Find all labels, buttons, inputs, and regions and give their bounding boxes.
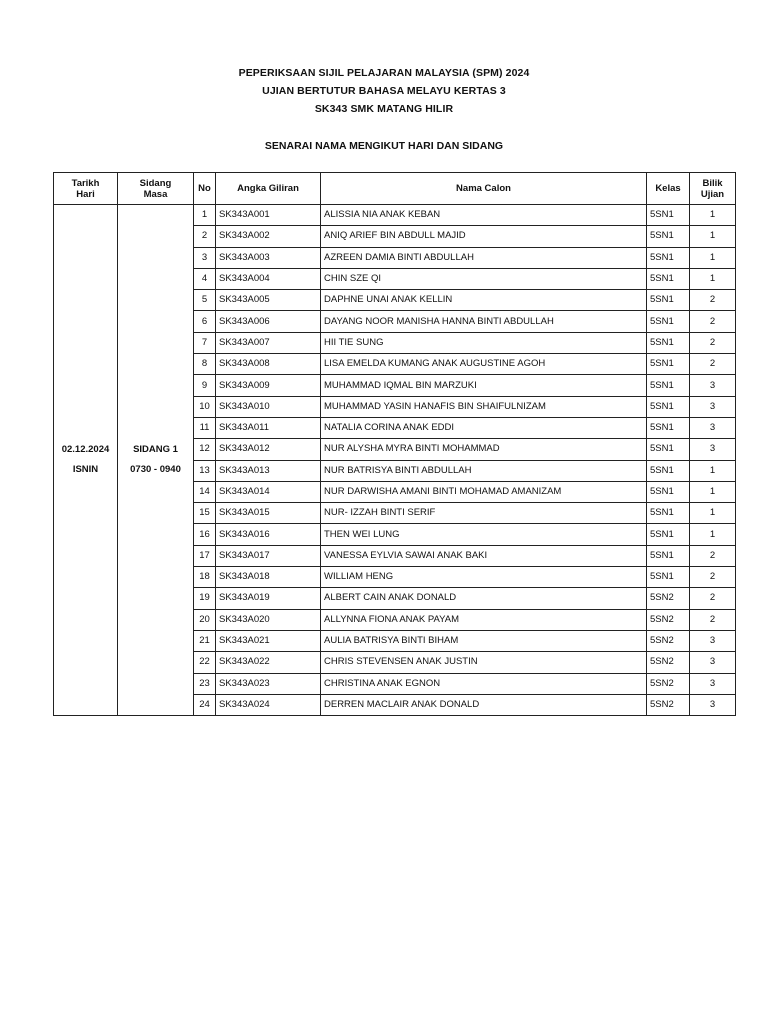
candidate-name: ALISSIA NIA ANAK KEBAN — [321, 205, 647, 226]
candidate-name: ANIQ ARIEF BIN ABDULL MAJID — [321, 226, 647, 247]
candidate-index-number: SK343A012 — [216, 439, 321, 460]
candidate-name: NUR DARWISHA AMANI BINTI MOHAMAD AMANIZAM — [321, 481, 647, 502]
document-header — [0, 64, 768, 118]
exam-room: 3 — [690, 396, 736, 417]
candidate-index-number: SK343A020 — [216, 609, 321, 630]
exam-room: 3 — [690, 630, 736, 651]
exam-room: 1 — [690, 247, 736, 268]
candidate-class: 5SN1 — [647, 439, 690, 460]
candidate-index-number: SK343A009 — [216, 375, 321, 396]
table-body — [54, 205, 736, 716]
candidate-index-number: SK343A014 — [216, 481, 321, 502]
row-number: 7 — [194, 332, 216, 353]
exam-room: 3 — [690, 694, 736, 715]
row-number: 21 — [194, 630, 216, 651]
row-number: 22 — [194, 652, 216, 673]
candidate-class: 5SN1 — [647, 545, 690, 566]
header-tarikh: Tarikh — [71, 177, 100, 189]
candidate-class: 5SN1 — [647, 417, 690, 438]
row-number: 19 — [194, 588, 216, 609]
header-sidang: Sidang — [139, 177, 172, 189]
row-number: 11 — [194, 417, 216, 438]
candidate-name: CHRISTINA ANAK EGNON — [321, 673, 647, 694]
exam-date: 02.12.2024 — [61, 444, 110, 456]
candidate-class: 5SN1 — [647, 226, 690, 247]
candidate-name: NATALIA CORINA ANAK EDDI — [321, 417, 647, 438]
exam-room: 2 — [690, 545, 736, 566]
candidate-index-number: SK343A001 — [216, 205, 321, 226]
row-number: 23 — [194, 673, 216, 694]
exam-room: 1 — [690, 460, 736, 481]
row-number: 4 — [194, 268, 216, 289]
candidate-index-number: SK343A008 — [216, 354, 321, 375]
exam-room: 3 — [690, 439, 736, 460]
candidate-name: NUR BATRISYA BINTI ABDULLAH — [321, 460, 647, 481]
row-number: 9 — [194, 375, 216, 396]
exam-room: 3 — [690, 652, 736, 673]
header-kelas: Kelas — [647, 173, 690, 205]
candidate-name: ALBERT CAIN ANAK DONALD — [321, 588, 647, 609]
row-number: 20 — [194, 609, 216, 630]
header-bilik-ujian — [690, 173, 736, 205]
candidate-class: 5SN2 — [647, 630, 690, 651]
candidate-index-number: SK343A016 — [216, 524, 321, 545]
row-number: 2 — [194, 226, 216, 247]
exam-room: 1 — [690, 524, 736, 545]
candidate-index-number: SK343A013 — [216, 460, 321, 481]
candidate-class: 5SN1 — [647, 311, 690, 332]
candidate-name: CHRIS STEVENSEN ANAK JUSTIN — [321, 652, 647, 673]
list-subtitle: SENARAI NAMA MENGIKUT HARI DAN SIDANG — [264, 140, 504, 152]
candidate-class: 5SN1 — [647, 503, 690, 524]
candidate-name: MUHAMMAD IQMAL BIN MARZUKI — [321, 375, 647, 396]
row-number: 3 — [194, 247, 216, 268]
candidate-class: 5SN1 — [647, 524, 690, 545]
session-cell — [118, 205, 194, 716]
candidate-class: 5SN2 — [647, 694, 690, 715]
school-title: SK343 SMK MATANG HILIR — [314, 103, 454, 115]
exam-room: 2 — [690, 290, 736, 311]
candidate-table — [53, 172, 736, 716]
candidate-index-number: SK343A015 — [216, 503, 321, 524]
exam-room: 3 — [690, 673, 736, 694]
candidate-class: 5SN1 — [647, 332, 690, 353]
candidate-class: 5SN1 — [647, 460, 690, 481]
exam-room: 2 — [690, 311, 736, 332]
candidate-index-number: SK343A007 — [216, 332, 321, 353]
header-tarikh-hari — [54, 173, 118, 205]
candidate-name: HII TIE SUNG — [321, 332, 647, 353]
candidate-index-number: SK343A018 — [216, 567, 321, 588]
row-number: 13 — [194, 460, 216, 481]
candidate-name: ALLYNNA FIONA ANAK PAYAM — [321, 609, 647, 630]
candidate-name: VANESSA EYLVIA SAWAI ANAK BAKI — [321, 545, 647, 566]
header-angka-giliran: Angka Giliran — [216, 173, 321, 205]
exam-date-cell — [54, 205, 118, 716]
candidate-index-number: SK343A022 — [216, 652, 321, 673]
candidate-name: LISA EMELDA KUMANG ANAK AUGUSTINE AGOH — [321, 354, 647, 375]
candidate-class: 5SN1 — [647, 290, 690, 311]
candidate-name: DAPHNE UNAI ANAK KELLIN — [321, 290, 647, 311]
candidate-index-number: SK343A019 — [216, 588, 321, 609]
header-bilik: Bilik — [702, 177, 723, 189]
row-number: 12 — [194, 439, 216, 460]
candidate-class: 5SN1 — [647, 396, 690, 417]
candidate-index-number: SK343A024 — [216, 694, 321, 715]
candidate-name: MUHAMMAD YASIN HANAFIS BIN SHAIFULNIZAM — [321, 396, 647, 417]
candidate-name: AULIA BATRISYA BINTI BIHAM — [321, 630, 647, 651]
candidate-index-number: SK343A002 — [216, 226, 321, 247]
exam-room: 3 — [690, 417, 736, 438]
candidate-index-number: SK343A005 — [216, 290, 321, 311]
candidate-class: 5SN1 — [647, 205, 690, 226]
candidate-name: DERREN MACLAIR ANAK DONALD — [321, 694, 647, 715]
exam-room: 2 — [690, 354, 736, 375]
candidate-name: THEN WEI LUNG — [321, 524, 647, 545]
session-name: SIDANG 1 — [133, 444, 178, 456]
row-number: 24 — [194, 694, 216, 715]
candidate-index-number: SK343A017 — [216, 545, 321, 566]
row-number: 6 — [194, 311, 216, 332]
candidate-name: CHIN SZE QI — [321, 268, 647, 289]
exam-room: 2 — [690, 609, 736, 630]
candidate-class: 5SN1 — [647, 375, 690, 396]
candidate-class: 5SN1 — [647, 247, 690, 268]
candidate-class: 5SN2 — [647, 609, 690, 630]
exam-room: 1 — [690, 503, 736, 524]
candidate-name: DAYANG NOOR MANISHA HANNA BINTI ABDULLAH — [321, 311, 647, 332]
candidate-index-number: SK343A021 — [216, 630, 321, 651]
table-header-row — [54, 173, 736, 205]
candidate-class: 5SN1 — [647, 481, 690, 502]
exam-room: 1 — [690, 205, 736, 226]
header-ujian: Ujian — [700, 188, 725, 200]
candidate-class: 5SN2 — [647, 588, 690, 609]
candidate-name: NUR- IZZAH BINTI SERIF — [321, 503, 647, 524]
candidate-index-number: SK343A006 — [216, 311, 321, 332]
exam-room: 1 — [690, 268, 736, 289]
header-no: No — [194, 173, 216, 205]
header-nama-calon: Nama Calon — [321, 173, 647, 205]
row-number: 5 — [194, 290, 216, 311]
candidate-name: WILLIAM HENG — [321, 567, 647, 588]
exam-room: 3 — [690, 375, 736, 396]
candidate-name: NUR ALYSHA MYRA BINTI MOHAMMAD — [321, 439, 647, 460]
row-number: 10 — [194, 396, 216, 417]
candidate-class: 5SN1 — [647, 268, 690, 289]
exam-room: 1 — [690, 226, 736, 247]
candidate-index-number: SK343A011 — [216, 417, 321, 438]
candidate-class: 5SN1 — [647, 354, 690, 375]
row-number: 16 — [194, 524, 216, 545]
candidate-class: 5SN2 — [647, 673, 690, 694]
exam-title: PEPERIKSAAN SIJIL PELAJARAN MALAYSIA (SPM) 2024 — [238, 67, 530, 79]
row-number: 8 — [194, 354, 216, 375]
header-masa: Masa — [143, 188, 168, 200]
exam-room: 2 — [690, 332, 736, 353]
header-sidang-masa — [118, 173, 194, 205]
paper-title: UJIAN BERTUTUR BAHASA MELAYU KERTAS 3 — [262, 85, 506, 97]
exam-room: 1 — [690, 481, 736, 502]
candidate-name: AZREEN DAMIA BINTI ABDULLAH — [321, 247, 647, 268]
exam-day: ISNIN — [72, 464, 99, 476]
row-number: 17 — [194, 545, 216, 566]
row-number: 1 — [194, 205, 216, 226]
candidate-class: 5SN1 — [647, 567, 690, 588]
row-number: 18 — [194, 567, 216, 588]
row-number: 14 — [194, 481, 216, 502]
candidate-index-number: SK343A004 — [216, 268, 321, 289]
exam-room: 2 — [690, 588, 736, 609]
row-number: 15 — [194, 503, 216, 524]
candidate-index-number: SK343A023 — [216, 673, 321, 694]
session-time: 0730 - 0940 — [130, 464, 181, 476]
table-row — [54, 205, 736, 226]
candidate-class: 5SN2 — [647, 652, 690, 673]
candidate-index-number: SK343A010 — [216, 396, 321, 417]
candidate-index-number: SK343A003 — [216, 247, 321, 268]
header-hari: Hari — [76, 188, 95, 200]
exam-room: 2 — [690, 567, 736, 588]
